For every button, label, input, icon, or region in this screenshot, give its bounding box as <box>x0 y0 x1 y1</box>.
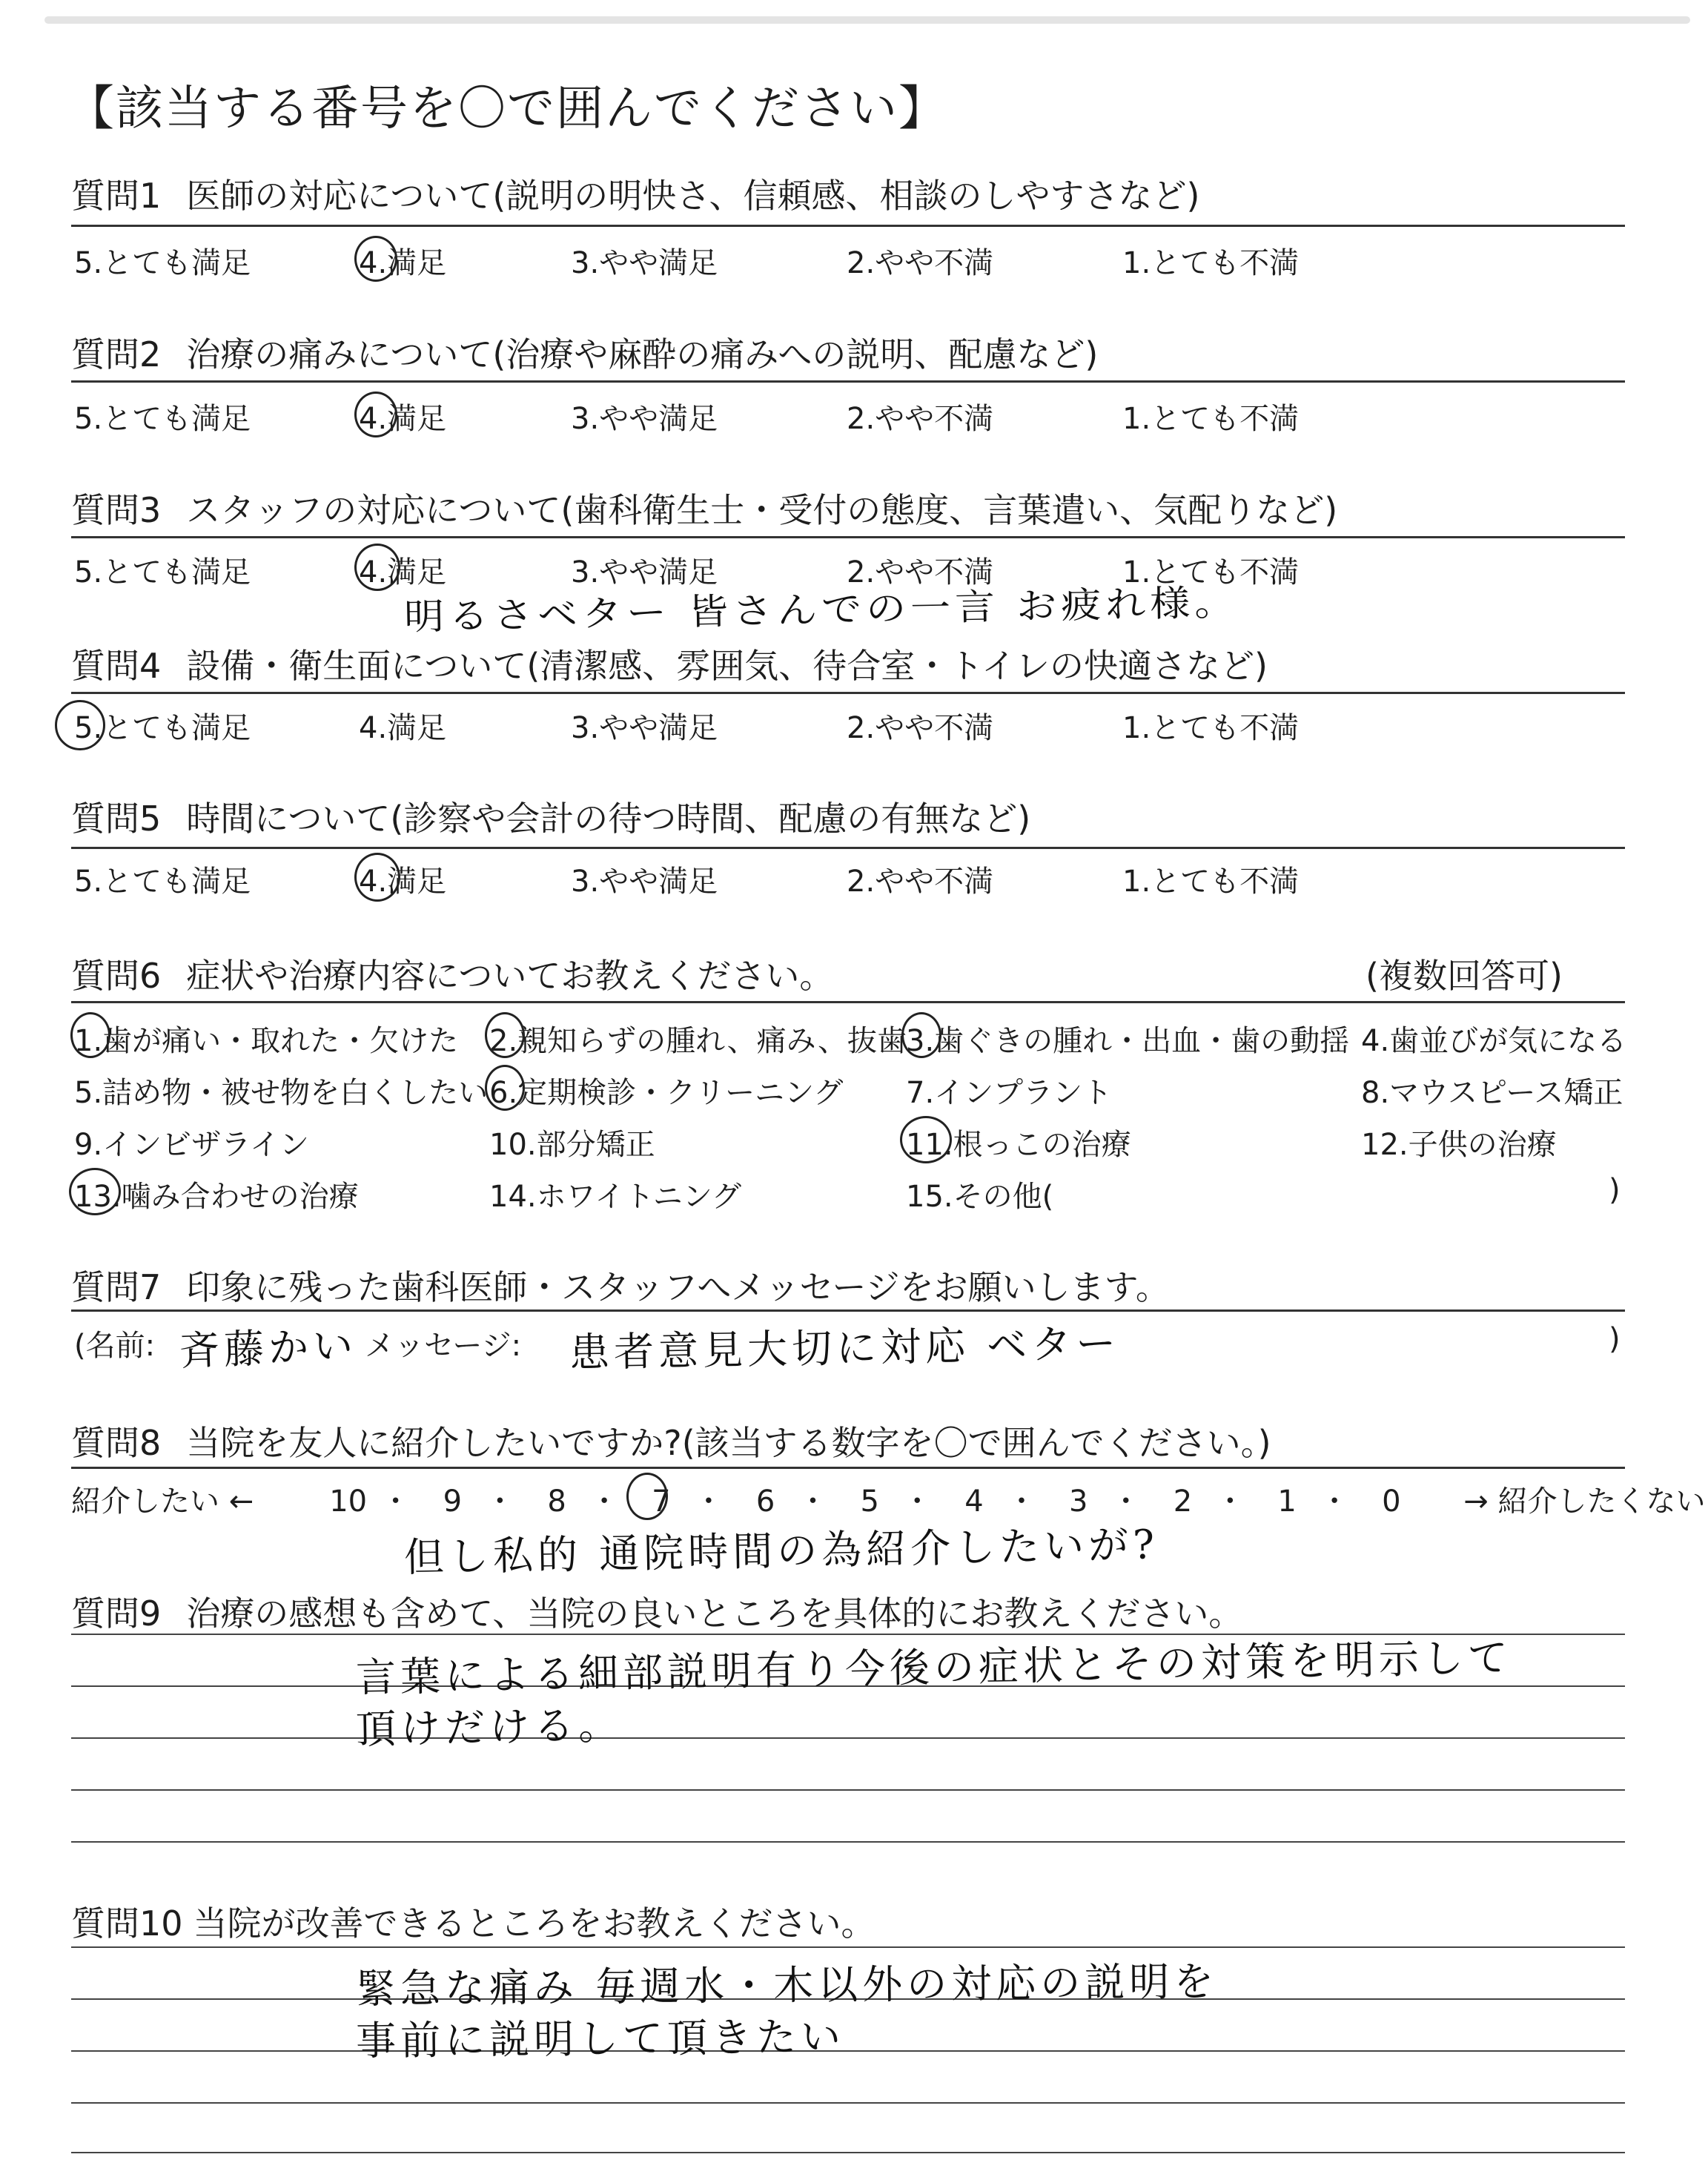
q8-rule <box>71 1467 1625 1469</box>
q6-item-1[interactable]: 1.歯が痛い・取れた・欠けた <box>74 1024 459 1058</box>
q2-option-3[interactable]: 3.やや満足 <box>571 402 718 436</box>
q8-scale-5[interactable]: 5 <box>860 1484 879 1519</box>
q5-selected-circle <box>354 853 400 902</box>
q6-circle-1 <box>70 1012 110 1058</box>
q8-scale-2[interactable]: 2 <box>1173 1484 1193 1519</box>
q2-option-4[interactable]: 4.満足 <box>359 402 447 436</box>
q3-option-1[interactable]: 1.とても不満 <box>1122 555 1300 589</box>
q4-option-4[interactable]: 4.満足 <box>359 711 447 745</box>
q9-handwritten-line-1[interactable]: 言葉による細部説明有り今後の症状とその対策を明示して <box>355 1634 1513 1701</box>
q6-item-9[interactable]: 9.インビザライン <box>74 1128 309 1162</box>
q6-circle-13 <box>69 1168 121 1215</box>
q7-message-label: メッセージ: <box>365 1329 522 1363</box>
q10-text: 当院が改善できるところをお教えください。 <box>193 1903 875 1943</box>
q8-selected-circle <box>626 1473 668 1520</box>
q9-line-5 <box>71 1841 1625 1843</box>
q1-text: 医師の対応について(説明の明快さ、信頼感、相談のしやすさなど) <box>186 176 1200 216</box>
q8-title <box>71 1416 1271 1465</box>
q3-option-5[interactable]: 5.とても満足 <box>74 555 251 589</box>
q2-rule <box>71 380 1625 383</box>
q6-text: 症状や治療内容についてお教えください。 <box>186 956 834 996</box>
q8-scale-1[interactable]: 1 <box>1277 1484 1297 1519</box>
q6-circle-3 <box>901 1012 941 1058</box>
q10-title <box>71 1897 875 1946</box>
q8-scale-3[interactable]: 3 <box>1068 1484 1088 1519</box>
q7-message-value[interactable]: 患者意見大切に対応 ベター <box>569 1320 1121 1376</box>
q9-number: 質問9 <box>71 1593 162 1634</box>
q9-line-4 <box>71 1789 1625 1791</box>
q5-option-1[interactable]: 1.とても不満 <box>1122 865 1300 899</box>
q6-rule <box>71 1001 1625 1003</box>
q6-item-15-close: ) <box>1609 1173 1621 1207</box>
q3-title <box>71 483 1337 532</box>
q8-scale-10[interactable]: 10 <box>329 1484 368 1519</box>
q3-option-2[interactable]: 2.やや不満 <box>847 555 994 589</box>
q6-item-13[interactable]: 13.噛み合わせの治療 <box>74 1180 359 1214</box>
q4-option-3[interactable]: 3.やや満足 <box>571 711 718 745</box>
q4-number: 質問4 <box>71 646 162 686</box>
q6-item-2[interactable]: 2.親知らずの腫れ、痛み、抜歯 <box>489 1024 907 1058</box>
q6-item-7[interactable]: 7.インプラント <box>906 1076 1113 1110</box>
q4-option-2[interactable]: 2.やや不満 <box>847 711 994 745</box>
q8-scale-7[interactable]: 7 <box>652 1484 671 1519</box>
q10-line-4 <box>71 2102 1625 2104</box>
q1-title <box>71 169 1199 218</box>
page-title: 【該当する番号を〇で囲んでください】 <box>67 82 947 136</box>
q6-item-12[interactable]: 12.子供の治療 <box>1361 1128 1557 1162</box>
q6-item-15[interactable]: 15.その他( <box>906 1180 1054 1214</box>
q6-title <box>71 949 833 998</box>
q3-option-3[interactable]: 3.やや満足 <box>571 555 718 589</box>
q6-circle-2 <box>485 1012 525 1058</box>
q6-item-6[interactable]: 6.定期検診・クリーニング <box>489 1076 844 1110</box>
q5-option-2[interactable]: 2.やや不満 <box>847 865 994 899</box>
q8-right-label: → 紹介したくない <box>1463 1484 1706 1519</box>
q1-option-3[interactable]: 3.やや満足 <box>571 246 718 280</box>
q7-name-value[interactable]: 斉藤かい <box>179 1321 359 1375</box>
q9-handwritten-line-2[interactable]: 頂けだける。 <box>355 1701 623 1753</box>
q2-option-2[interactable]: 2.やや不満 <box>847 402 994 436</box>
q6-item-11[interactable]: 11.根っこの治療 <box>906 1128 1131 1162</box>
q8-number: 質問8 <box>71 1423 162 1463</box>
q8-scale-0[interactable]: 0 <box>1382 1484 1401 1519</box>
q3-number: 質問3 <box>71 490 162 530</box>
q3-selected-circle <box>354 544 400 591</box>
q8-scale-8[interactable]: 8 <box>547 1484 566 1519</box>
q5-text: 時間について(診察や会計の待つ時間、配慮の有無など) <box>186 799 1031 839</box>
q10-line-1 <box>71 1946 1625 1948</box>
q1-option-1[interactable]: 1.とても不満 <box>1122 246 1300 280</box>
q1-option-2[interactable]: 2.やや不満 <box>847 246 994 280</box>
q6-item-4[interactable]: 4.歯並びが気になる <box>1361 1024 1627 1058</box>
q8-scale-9[interactable]: 9 <box>443 1484 463 1519</box>
q6-item-5[interactable]: 5.詰め物・被せ物を白くしたい <box>74 1076 489 1110</box>
scan-top-edge <box>44 16 1690 24</box>
q10-handwritten-line-2[interactable]: 事前に説明して頂きたい <box>355 2013 846 2064</box>
q1-rule <box>71 225 1625 227</box>
q8-handwritten-comment: 但し私的 通院時間の為紹介したいが? <box>403 1521 1159 1581</box>
q1-option-4[interactable]: 4.満足 <box>359 246 447 280</box>
q2-title <box>71 328 1098 377</box>
q10-line-3 <box>71 2050 1625 2052</box>
q7-rule <box>71 1309 1625 1312</box>
q6-circle-6 <box>485 1065 525 1111</box>
q6-item-3[interactable]: 3.歯ぐきの腫れ・出血・歯の動揺 <box>906 1024 1350 1058</box>
q5-option-4[interactable]: 4.満足 <box>359 865 447 899</box>
q3-rule <box>71 536 1625 538</box>
q10-number: 質問10 <box>71 1903 183 1943</box>
q9-line-3 <box>71 1737 1625 1739</box>
q5-number: 質問5 <box>71 799 162 839</box>
q10-line-5 <box>71 2152 1625 2153</box>
q5-rule <box>71 847 1625 849</box>
q3-handwritten-comment: 明るさベター 皆さんでの一言 お疲れ様。 <box>403 581 1239 638</box>
q4-text: 設備・衛生面について(清潔感、雰囲気、待合室・トイレの快適さなど) <box>186 646 1268 686</box>
q6-number: 質問6 <box>71 956 162 996</box>
q2-option-1[interactable]: 1.とても不満 <box>1122 402 1300 436</box>
q7-close-paren: ) <box>1609 1322 1621 1356</box>
q9-text: 治療の感想も含めて、当院の良いところを具体的にお教えください。 <box>186 1593 1243 1634</box>
q7-number: 質問7 <box>71 1267 162 1307</box>
q1-selected-circle <box>354 236 397 282</box>
q7-name-label: (名前: <box>74 1329 156 1363</box>
q9-title <box>71 1587 1242 1636</box>
q4-selected-circle <box>55 700 105 750</box>
q7-text: 印象に残った歯科医師・スタッフへメッセージをお願いします。 <box>186 1267 1170 1307</box>
q4-option-1[interactable]: 1.とても不満 <box>1122 711 1300 745</box>
q1-number: 質問1 <box>71 176 162 216</box>
q5-option-3[interactable]: 3.やや満足 <box>571 865 718 899</box>
q6-item-10[interactable]: 10.部分矯正 <box>489 1128 655 1162</box>
q2-text: 治療の痛みについて(治療や麻酔の痛みへの説明、配慮など) <box>186 334 1099 374</box>
q2-option-5[interactable]: 5.とても満足 <box>74 402 251 436</box>
q8-text: 当院を友人に紹介したいですか?(該当する数字を〇で囲んでください。) <box>186 1423 1271 1463</box>
q3-option-4[interactable]: 4.満足 <box>359 555 447 589</box>
q6-circle-11 <box>900 1116 952 1163</box>
q5-title <box>71 792 1030 841</box>
q2-selected-circle <box>354 392 397 437</box>
q8-left-label: 紹介したい ← <box>71 1484 254 1519</box>
q5-option-5[interactable]: 5.とても満足 <box>74 865 251 899</box>
q10-handwritten-line-1[interactable]: 緊急な痛み 毎週水・木以外の対応の説明を <box>355 1958 1219 2012</box>
q4-rule <box>71 692 1625 694</box>
q1-option-5[interactable]: 5.とても満足 <box>74 246 251 280</box>
q8-scale-4[interactable]: 4 <box>964 1484 984 1519</box>
q6-item-14[interactable]: 14.ホワイトニング <box>489 1180 742 1214</box>
q4-option-5[interactable]: 5.とても満足 <box>74 711 251 745</box>
q6-multiple-note: (複数回答可) <box>1366 956 1563 996</box>
q6-item-8[interactable]: 8.マウスピース矯正 <box>1361 1076 1623 1110</box>
q4-title <box>71 639 1268 688</box>
q8-scale: 紹介したい ← 10 ・ 9 ・ 8 ・ 7 ・ 6 ・ 5 ・ 4 ・ 3 ・ 2 ・ 1 ・ 0 → 紹介したくない <box>71 1484 1706 1519</box>
q3-text: スタッフの対応について(歯科衛生士・受付の態度、言葉遣い、気配りなど) <box>186 490 1338 530</box>
q2-number: 質問2 <box>71 334 162 374</box>
q8-scale-6[interactable]: 6 <box>755 1484 775 1519</box>
q7-title <box>71 1261 1170 1309</box>
